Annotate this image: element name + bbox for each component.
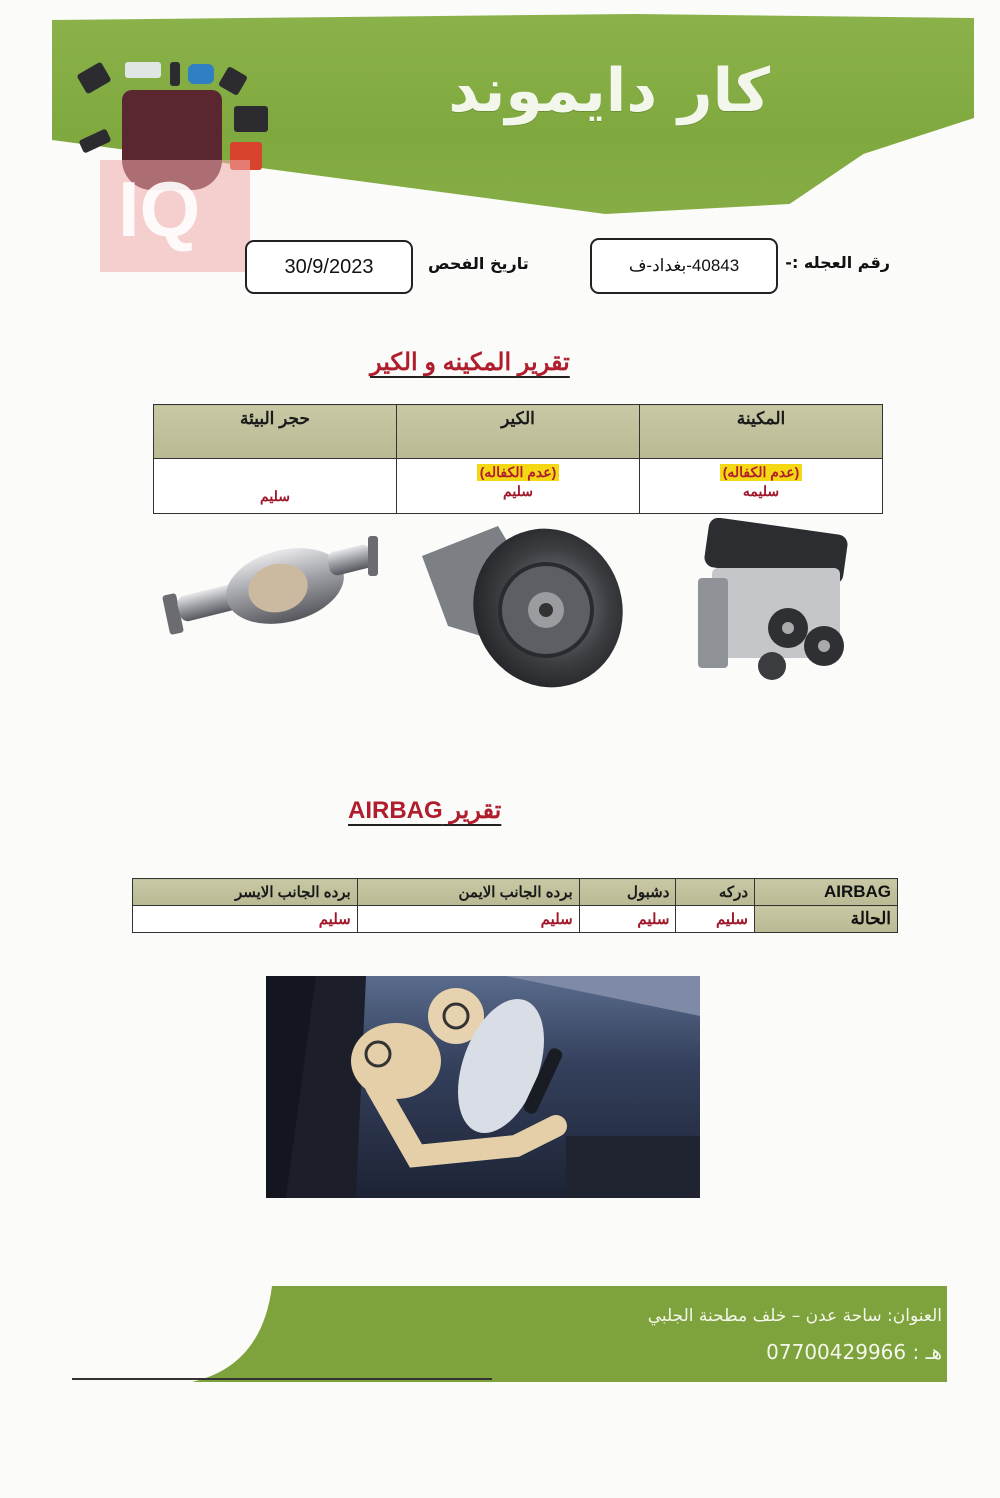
status-catalytic-converter: سليم bbox=[260, 488, 290, 504]
inspection-date-label: تاريخ الفحص bbox=[428, 254, 529, 273]
status-driver: سليم bbox=[676, 906, 755, 933]
phone-label: هـ : bbox=[912, 1340, 942, 1364]
airbag-crash-test-image bbox=[266, 976, 700, 1198]
gearbox-image bbox=[418, 516, 628, 696]
inspection-date-value: 30/9/2023 bbox=[284, 255, 374, 278]
header-gearbox: الكير bbox=[397, 405, 640, 459]
handheld-meter-icon bbox=[170, 62, 180, 86]
vehicle-number-value: 40843-بغداد-ف bbox=[628, 256, 740, 275]
table-header-row bbox=[133, 879, 898, 906]
watermark-text: IQ bbox=[118, 165, 201, 253]
status-gearbox: سليم bbox=[503, 483, 533, 499]
engine-report-table bbox=[153, 404, 883, 514]
status-dashboard: سليم bbox=[579, 906, 676, 933]
cell-gearbox bbox=[397, 459, 640, 514]
engine-report-title: تقرير المكينه و الكير bbox=[370, 349, 570, 376]
keyboard-icon bbox=[78, 128, 111, 153]
header-engine: المكينة bbox=[640, 405, 883, 459]
phone-number: 07700429966 bbox=[766, 1340, 907, 1364]
footer-banner bbox=[72, 1286, 947, 1382]
scanner-device-icon bbox=[76, 61, 111, 94]
footer-divider bbox=[72, 1378, 492, 1380]
brand-title: كار دايموند bbox=[448, 56, 770, 126]
footer-address: العنوان: ساحة عدن – خلف مطحنة الجلبي bbox=[647, 1306, 942, 1326]
monitor-icon bbox=[234, 106, 268, 132]
cell-catalytic-converter bbox=[154, 459, 397, 514]
crash-dummy-illustration bbox=[266, 976, 700, 1198]
watermark bbox=[100, 160, 250, 272]
engine-image bbox=[688, 518, 858, 690]
footer-phone-row bbox=[766, 1340, 942, 1364]
airbag-report-table bbox=[132, 878, 898, 933]
no-warranty-note: (عدم الكفاله) bbox=[720, 464, 803, 481]
header-left-curtain: برده الجانب الايسر bbox=[133, 879, 358, 906]
status-left-curtain: سليم bbox=[133, 906, 358, 933]
cell-engine bbox=[640, 459, 883, 514]
oscilloscope-icon bbox=[125, 62, 161, 78]
header-catalytic-converter: حجر البيئة bbox=[154, 405, 397, 459]
table-row bbox=[154, 459, 883, 514]
table-row bbox=[133, 906, 898, 933]
catalytic-converter-image bbox=[160, 534, 384, 646]
tablet-icon bbox=[218, 66, 248, 96]
airbag-report-title: تقرير AIRBAG bbox=[348, 797, 502, 824]
row-label-status: الحالة bbox=[755, 906, 898, 933]
status-right-curtain: سليم bbox=[357, 906, 579, 933]
vehicle-number-field bbox=[590, 238, 778, 294]
table-header-row bbox=[154, 405, 883, 459]
header-right-curtain: برده الجانب الايمن bbox=[357, 879, 579, 906]
header-dashboard: دشبول bbox=[579, 879, 676, 906]
inspection-date-field bbox=[245, 240, 413, 294]
status-engine: سليمه bbox=[742, 483, 780, 499]
vehicle-number-label: رقم العجله :- bbox=[785, 253, 890, 272]
no-warranty-note: (عدم الكفاله) bbox=[477, 464, 560, 481]
header-driver: دركه bbox=[676, 879, 755, 906]
row-label-airbag: AIRBAG bbox=[755, 879, 898, 906]
blue-tool-icon bbox=[188, 64, 214, 84]
